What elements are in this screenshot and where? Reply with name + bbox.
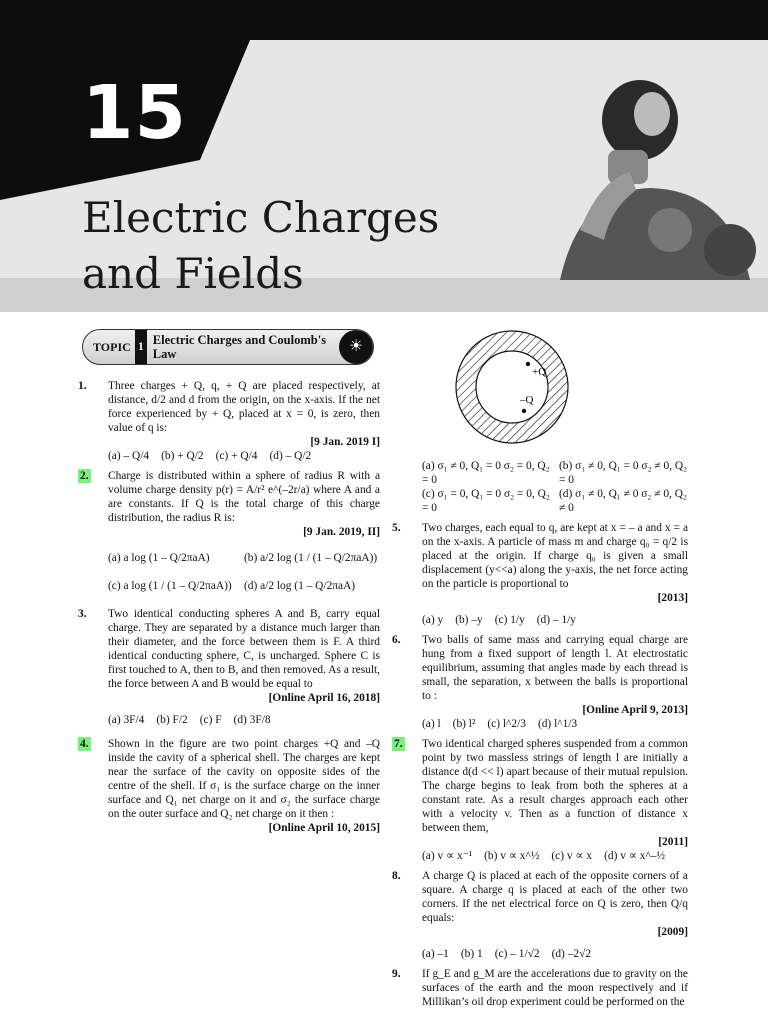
option: (b) + Q/2	[161, 450, 204, 462]
topic-title: Electric Charges and Coulomb's Law	[152, 333, 327, 361]
question-text: A charge Q is placed at each of the opposite corners of a square. A charge q is placed at each of the other two corners. If the net electrical force on Q is zero, then Q/q equals:	[422, 870, 688, 924]
question-text: If g_E and g_M are the accelerations due to gravity on the surfaces of the earth and the moon respectively and if Millikan’s oil drop experiment could be performed on the	[422, 968, 688, 1008]
option: (c) l^2/3	[487, 718, 526, 730]
option: (b) σ₁ ≠ 0, Q₁ = 0 σ₂ ≠ 0, Q₂ = 0	[559, 460, 688, 486]
option: (d) a/2 log (1 – Q/2πaA)	[244, 580, 356, 592]
topic-number: 1	[135, 330, 147, 364]
option: (c) – 1/√2	[494, 948, 540, 960]
option: (d) l^1/3	[537, 718, 578, 730]
question-source: [Online April 10, 2015]	[268, 822, 380, 834]
question-4-options	[422, 459, 688, 515]
chapter-title	[82, 190, 439, 302]
negative-charge-dot	[522, 409, 526, 413]
question-number: 1.	[78, 380, 87, 392]
question-8	[392, 869, 688, 961]
chapter-number: 15	[82, 70, 187, 156]
question-6	[392, 633, 688, 731]
right-column	[392, 325, 688, 1015]
question-number: 7.	[394, 738, 403, 750]
question-options	[422, 849, 688, 863]
option: (c) + Q/4	[215, 450, 258, 462]
question-number: 6.	[392, 634, 401, 646]
question-number: 5.	[392, 522, 401, 534]
question-number: 8.	[392, 870, 401, 882]
question-7	[392, 737, 688, 863]
question-options	[108, 551, 380, 593]
option: (a) – Q/4	[108, 450, 150, 462]
option: (b) a/2 log (1 / (1 – Q/2πaA))	[244, 552, 378, 564]
option: (c) a log (1 / (1 – Q/2πaA))	[108, 580, 232, 592]
chapter-header	[0, 0, 768, 312]
question-source: [2011]	[658, 836, 688, 848]
option: (b) F/2	[156, 714, 188, 726]
question-text: Two balls of same mass and carrying equal charge are hung from a fixed support of length l. At electrostatic equilibrium, assuming that angles made by each thread is small, the separation, x between the balls is proportional to :	[422, 634, 688, 702]
option: (d) v ∝ x^–½	[604, 850, 666, 862]
spherical-shell-figure	[452, 327, 572, 447]
option: (b) l²	[452, 718, 476, 730]
question-4	[78, 737, 380, 835]
question-9	[392, 967, 688, 1009]
question-2	[78, 469, 380, 593]
option: (a) a log (1 – Q/2πaA)	[108, 552, 210, 564]
option: (b) 1	[460, 948, 483, 960]
option: (a) –1	[422, 948, 449, 960]
robot-image	[540, 80, 768, 280]
topic-label: TOPIC	[93, 340, 131, 354]
topic-banner	[82, 329, 374, 365]
question-3	[78, 607, 380, 727]
left-column	[78, 325, 380, 841]
question-options	[422, 947, 688, 961]
question-text: Charge is distributed within a sphere of radius R with a volume charge density p(r) = A/r² e^(–2r/a) where A and a are constants. If Q is the total charge of this charge distribution, the radius R is:	[108, 470, 380, 524]
option: (d) 3F/8	[233, 714, 271, 726]
chapter-title-line2: and Fields	[82, 249, 304, 298]
question-text: Three charges + Q, q, + Q are placed respectively, at distance, d/2 and d from the origin, on the x-axis. If the net force experienced by + Q, placed at x = 0, is zero, then value of q is:	[108, 380, 380, 434]
bulb-icon: ☀	[339, 330, 373, 364]
minus-q-label: –Q	[520, 394, 534, 406]
option: (a) v ∝ x⁻¹	[422, 850, 473, 862]
chapter-title-line1: Electric Charges	[82, 193, 440, 242]
question-source: [Online April 16, 2018]	[268, 692, 380, 704]
option: (d) – Q/2	[269, 450, 312, 462]
question-options	[108, 713, 380, 727]
option: (c) σ₁ = 0, Q₁ = 0 σ₂ = 0, Q₂ = 0	[422, 488, 550, 514]
question-1	[78, 379, 380, 463]
option: (d) σ₁ ≠ 0, Q₁ ≠ 0 σ₂ ≠ 0, Q₂ ≠ 0	[559, 488, 687, 514]
question-options	[108, 449, 380, 463]
option: (c) 1/y	[494, 614, 525, 626]
option: (b) –y	[455, 614, 483, 626]
option: (d) –2√2	[551, 948, 592, 960]
option: (b) v ∝ x^½	[484, 850, 540, 862]
positive-charge-dot	[526, 362, 530, 366]
plus-q-label: +Q	[532, 366, 547, 378]
option: (d) – 1/y	[536, 614, 576, 626]
question-5	[392, 521, 688, 627]
option: (a) l	[422, 718, 441, 730]
question-source: [9 Jan. 2019, II]	[303, 526, 380, 538]
question-text: Two identical conducting spheres A and B, carry equal charge. They are separated by a distance much larger than their diameter, and the force between them is F. A third identical conducting sphere, C, is uncharged. Sphere C is first touched to A, then to B, and then removed. As a result, the force between A and B would be equal to	[108, 608, 380, 690]
question-source: [2009]	[657, 926, 688, 938]
option: (a) y	[422, 614, 444, 626]
question-options	[422, 613, 688, 627]
question-text: Two charges, each equal to q, are kept at x = – a and x = a on the x-axis. A particle of mass m and charge q₀ = q/2 is placed at the origin. If charge q₀ is given a small displacement (y<<a) along the y-axis, the net force acting on the particle is proportional to	[422, 522, 688, 590]
question-number: 3.	[78, 608, 87, 620]
question-text: Shown in the figure are two point charges +Q and –Q inside the cavity of a spherical shell. The charges are kept near the surface of the cavity on opposite sides of the centre of the shell. If σ₁ is the surface charge on the inner surface and Q₁ net charge on it and σ₂ the surface charge on the outer surface and Q₂ net charge on it then :	[108, 738, 380, 820]
question-options	[422, 717, 688, 731]
question-number: 4.	[80, 738, 89, 750]
option: (a) σ₁ ≠ 0, Q₁ = 0 σ₂ = 0, Q₂ = 0	[422, 460, 550, 486]
question-number: 9.	[392, 968, 401, 980]
option: (c) F	[199, 714, 222, 726]
question-source: [9 Jan. 2019 I]	[310, 436, 380, 448]
question-source: [Online April 9, 2013]	[582, 704, 688, 716]
option: (a) 3F/4	[108, 714, 145, 726]
question-number: 2.	[80, 470, 89, 482]
option: (c) v ∝ x	[551, 850, 593, 862]
question-source: [2013]	[657, 592, 688, 604]
question-text: Two identical charged spheres suspended from a common point by two massless strings of length l are initially a distance d(d << l) apart because of their mutual repulsion. The charge begins to leak from both the spheres at a constant rate. As a result charges approach each other with a velocity v. Then as a function of distance x between them,	[422, 738, 688, 834]
